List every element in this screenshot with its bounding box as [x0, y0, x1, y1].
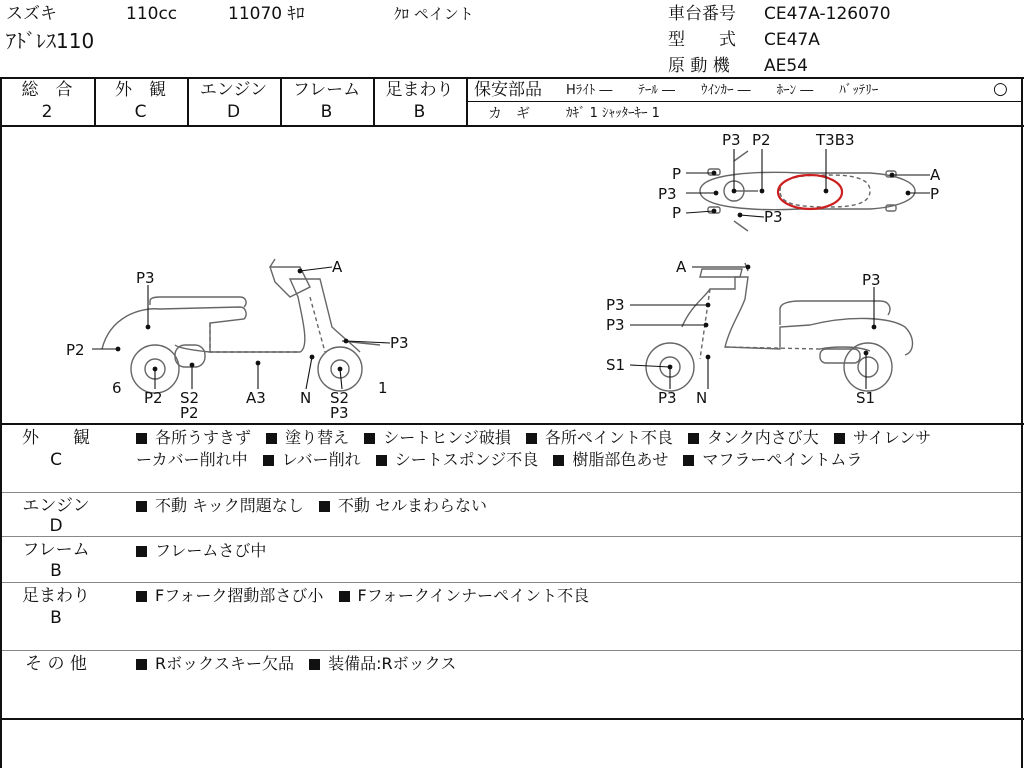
label-top-p2: P2 — [752, 131, 771, 149]
grade-exterior-label: 外 観 — [115, 80, 166, 100]
mileage: 11070 ｷﾛ — [228, 4, 305, 24]
bullet-icon — [309, 659, 320, 670]
label-right-b-p3: P3 — [658, 389, 677, 407]
remark-item: ーカバー削れ中 — [136, 450, 248, 469]
label-left-b-n: N — [300, 389, 312, 407]
grade-engine-label: エンジン — [199, 80, 268, 100]
key-label: カ ギ — [488, 106, 530, 122]
remark-engine-grade: D — [49, 516, 63, 536]
engine-label: 原 動 機 — [668, 56, 730, 76]
maker: スズキ — [6, 4, 57, 24]
remark-item: Rボックスキー欠品 — [155, 654, 294, 673]
remark-other-items — [136, 653, 1016, 675]
label-right-b-n: N — [696, 389, 708, 407]
label-top-p3b: P3 — [658, 185, 677, 203]
remark-item: Fフォークインナーペイント不良 — [357, 586, 590, 605]
bullet-icon — [136, 433, 147, 444]
label-left-6: 6 — [112, 379, 122, 397]
remark-item: タンク内さび大 — [707, 428, 819, 447]
bullet-icon — [136, 501, 147, 512]
remark-item: マフラーペイントムラ — [702, 450, 863, 469]
grade-suspension: B — [413, 102, 426, 122]
label-left-1: 1 — [378, 379, 388, 397]
bullet-icon — [136, 591, 147, 602]
bullet-icon — [339, 591, 350, 602]
label-left-b-s2b: S2 — [330, 389, 350, 407]
label-left-p2: P2 — [66, 341, 85, 359]
label-right-p3a: P3 — [606, 296, 625, 314]
remark-suspension-grade: B — [50, 608, 62, 628]
bullet-icon — [688, 433, 699, 444]
color: ｸﾛ ペイント — [394, 5, 474, 23]
remark-divider — [2, 536, 1021, 537]
bullet-icon — [319, 501, 330, 512]
bullet-icon — [683, 455, 694, 466]
remark-item: Fフォーク摺動部さび小 — [155, 586, 324, 605]
remark-engine-label: エンジン — [22, 496, 90, 516]
model-name: ｱﾄﾞﾚｽ110 — [6, 29, 95, 53]
label-left-b-s2: S2 — [180, 389, 200, 407]
label-right-b-s1: S1 — [856, 389, 876, 407]
diagram-divider — [0, 423, 1024, 425]
bullet-icon — [263, 455, 274, 466]
bullet-icon — [364, 433, 375, 444]
label-top-t3b3: T3B3 — [816, 131, 855, 149]
remark-engine-items — [136, 495, 1016, 517]
label-top-p3c: P3 — [764, 208, 783, 226]
remark-frame-items — [136, 540, 1016, 562]
safety-items: Hﾗｲﾄ ― ﾃｰﾙ ― ｳｲﾝｶｰ ― ﾎｰﾝ ― ﾊﾞｯﾃﾘｰ — [566, 83, 879, 98]
engine-value: AE54 — [764, 56, 809, 76]
remark-item: 各所ペイント不良 — [544, 428, 673, 447]
grade-total-label: 総 合 — [21, 80, 73, 100]
remark-frame-label: フレーム — [22, 540, 90, 560]
label-right-p3b: P3 — [606, 316, 625, 334]
label-top-a: A — [930, 166, 941, 184]
grade-engine: D — [226, 102, 241, 122]
label-top-p2b: P — [672, 204, 682, 222]
bottom-divider — [0, 718, 1024, 720]
remark-item: 各所うすきず — [155, 428, 252, 447]
damage-diagram — [0, 127, 1020, 422]
safety-label: 保安部品 — [474, 80, 542, 100]
remark-other-label: そ の 他 — [25, 654, 87, 674]
damage-circle — [778, 175, 842, 209]
frame-no: CE47A-126070 — [764, 4, 891, 24]
type-value: CE47A — [764, 30, 820, 50]
grade-total: 2 — [41, 102, 53, 122]
remark-suspension-label: 足まわり — [22, 586, 90, 606]
bullet-icon — [526, 433, 537, 444]
label-left-p3-right: P3 — [390, 334, 409, 352]
label-left-b-p2b: P2 — [180, 404, 199, 422]
remark-item: サイレンサ — [852, 428, 932, 447]
header-divider — [0, 77, 1024, 79]
remark-suspension-items — [136, 585, 1016, 607]
grade-frame-label: フレーム — [292, 80, 361, 100]
label-top-p1: P — [672, 165, 682, 183]
key-value: ｶｷﾞ 1 ｼｬｯﾀｰｷｰ 1 — [566, 106, 660, 121]
bullet-icon — [834, 433, 845, 444]
bullet-icon — [553, 455, 564, 466]
remark-divider — [2, 492, 1021, 493]
label-top-p3a: P3 — [722, 131, 741, 149]
remark-item: シートスポンジ不良 — [394, 450, 539, 469]
battery-mark: ○ — [993, 79, 1008, 99]
remark-frame-grade: B — [50, 561, 62, 581]
displacement: 110cc — [126, 4, 178, 24]
remark-item: 装備品:Rボックス — [328, 654, 457, 673]
remark-item: 不動 セルまわらない — [337, 496, 487, 515]
bullet-icon — [136, 546, 147, 557]
remark-exterior-items — [136, 427, 1016, 471]
label-top-p-right: P — [930, 185, 940, 203]
label-left-p3: P3 — [136, 269, 155, 287]
remark-item: フレームさび中 — [155, 541, 267, 560]
bullet-icon — [376, 455, 387, 466]
remark-item: 不動 キック問題なし — [155, 496, 304, 515]
remark-exterior-label: 外 観 — [22, 428, 90, 448]
remark-item: レバー削れ — [281, 450, 361, 469]
bullet-icon — [136, 659, 147, 670]
grade-frame: B — [320, 102, 333, 122]
grade-exterior: C — [134, 102, 147, 122]
remark-divider — [2, 582, 1021, 583]
remark-item: 樹脂部色あせ — [572, 450, 669, 469]
label-right-a: A — [676, 258, 687, 276]
safety-divider — [466, 101, 1022, 102]
remark-divider — [2, 650, 1021, 651]
grade-suspension-label: 足まわり — [385, 80, 454, 100]
frame-no-label: 車台番号 — [668, 4, 736, 24]
label-left-a: A — [332, 258, 343, 276]
remark-item: 塗り替え — [285, 428, 350, 447]
type-label: 型 式 — [668, 30, 736, 50]
label-right-p3-top: P3 — [862, 271, 881, 289]
label-left-b-p2: P2 — [144, 389, 163, 407]
right-border — [1021, 77, 1023, 768]
label-left-b-a3: A3 — [246, 389, 266, 407]
remark-exterior-grade: C — [50, 450, 62, 470]
label-right-s1: S1 — [606, 356, 626, 374]
remark-item: シートヒンジ破損 — [383, 428, 511, 447]
label-left-b-p3: P3 — [330, 404, 349, 422]
bullet-icon — [266, 433, 277, 444]
